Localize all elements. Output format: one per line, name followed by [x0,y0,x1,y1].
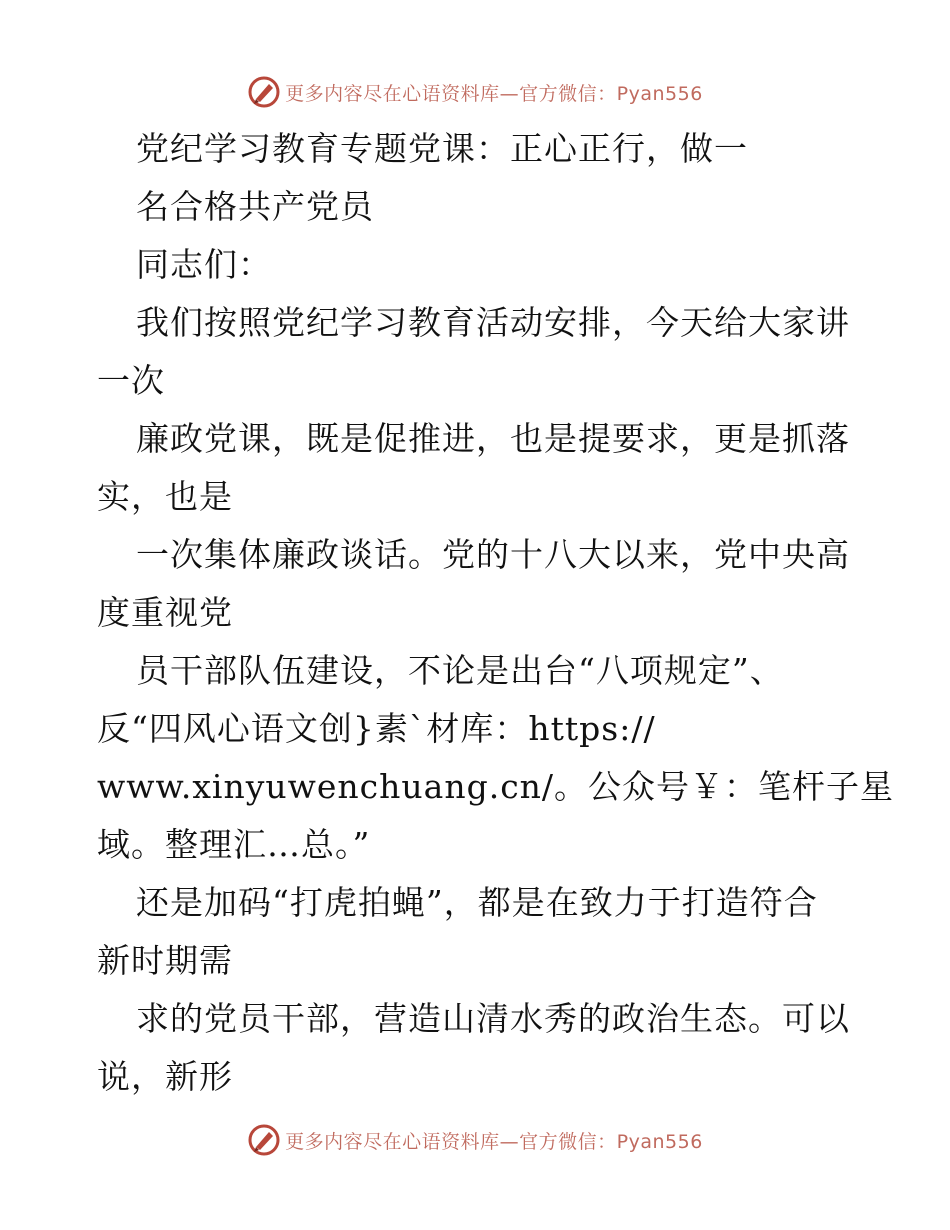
pen-logo-icon [247,1123,281,1157]
text-line: 同志们： [136,245,272,284]
text-line: 域。整理汇…总。” [97,825,371,864]
text-line: 求的党员干部，营造山清水秀的政治生态。可以 [136,999,850,1038]
text-line: 新时期需 [97,941,233,980]
text-line: www.xinyuwenchuang.cn/。公众号￥：笔杆子星 [97,767,895,806]
footer-banner-text: 更多内容尽在心语资料库—官方微信：Pyan556 [285,1130,703,1153]
text-line: 党纪学习教育专题党课：正心正行，做一 [136,129,748,168]
text-line: 廉政党课，既是促推进，也是提要求，更是抓落 [136,419,850,458]
text-line: 员干部队伍建设，不论是出台“八项规定”、 [136,651,784,690]
text-line: 反“四风心语文创}素`材库：https:// [97,709,656,748]
header-banner-text: 更多内容尽在心语资料库—官方微信：Pyan556 [285,82,703,105]
text-line: 名合格共产党员 [136,187,374,226]
text-line: 一次集体廉政谈话。党的十八大以来，党中央高 [136,535,850,574]
text-line: 还是加码“打虎拍蝇”，都是在致力于打造符合 [136,883,818,922]
text-line: 说，新形 [97,1057,233,1096]
text-line: 一次 [97,361,165,400]
pen-logo-icon [247,75,281,109]
document-body [97,120,895,1106]
text-line: 实，也是 [97,477,233,516]
header-banner [0,72,950,112]
text-line: 我们按照党纪学习教育活动安排，今天给大家讲 [136,303,850,342]
text-line: 度重视党 [97,593,233,632]
footer-banner [0,1120,950,1160]
